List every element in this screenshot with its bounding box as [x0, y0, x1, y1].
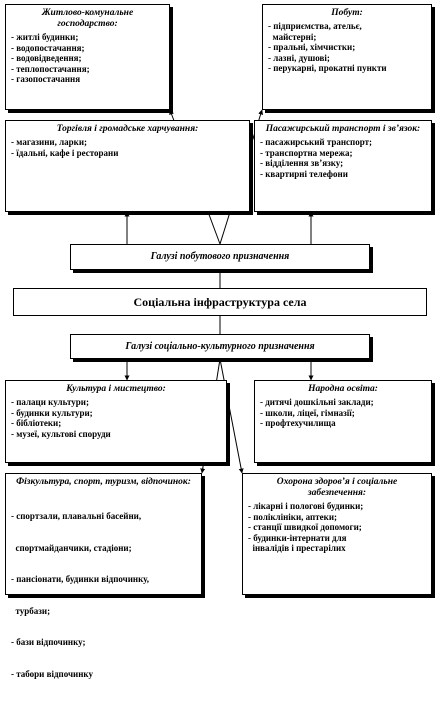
box-items: [268, 21, 426, 74]
box-items: [260, 397, 426, 429]
list-item: - перукарні, прокатні пункти: [268, 63, 387, 73]
main-title: Соціальна інфраструктура села: [13, 288, 427, 316]
list-item: - водовідведення;: [11, 53, 82, 63]
list-item: - магазини, ларки;: [11, 137, 87, 147]
box-title: Фізкультура, спорт, туризм, відпочинок:: [16, 477, 191, 487]
lower-group-label: Галузі соціально-культурного призначення: [70, 334, 370, 359]
list-item: - будинки культури;: [11, 407, 93, 418]
box-items: [248, 501, 426, 554]
box-items: [260, 137, 426, 179]
box-title: Культура і мистецтво:: [66, 384, 166, 394]
box-title: Пасажирський транспорт і зв’язок:: [265, 124, 421, 134]
list-item: - будинки-інтернати для: [248, 532, 347, 543]
box-sport: [5, 473, 202, 679]
list-item: майстерні;: [268, 31, 317, 42]
list-item: - їдальні, кафе і ресторани: [11, 147, 119, 158]
list-item: - транспортна мережа;: [260, 147, 353, 158]
list-item: турбази;: [11, 605, 51, 616]
box-title: Побут:: [331, 8, 363, 18]
list-item: - музеї, культові споруди: [11, 428, 111, 439]
box-items: [11, 137, 244, 158]
upper-group-label: Галузі побутового призначення: [70, 244, 370, 270]
box-education: [254, 380, 432, 463]
list-item: - водопостачання;: [11, 42, 85, 53]
box-items: [11, 32, 164, 85]
list-item: - поліклініки, аптеки;: [248, 511, 338, 522]
box-housing: [5, 4, 170, 110]
list-item: - лазні, душові;: [268, 52, 330, 63]
list-item: спортмайданчики, стадіони;: [11, 542, 132, 553]
box-title: Охорона здоров’я і соціальне забезпечення:: [276, 477, 398, 498]
box-items: [11, 397, 221, 439]
list-item: інвалідів і престарілих: [248, 543, 346, 553]
list-item: - теплопостачання;: [11, 63, 90, 74]
box-items: [11, 490, 196, 700]
box-title: Житлово-комунальне господарство:: [41, 8, 134, 29]
list-item: - профтехучилища: [260, 418, 336, 428]
box-health: [242, 473, 432, 595]
list-item: - бібліотеки;: [11, 418, 62, 428]
list-item: - палаци культури;: [11, 397, 89, 407]
box-services: [262, 4, 432, 110]
box-title: Народна освіта:: [308, 384, 378, 394]
list-item: - пансіонати, будинки відпочинку,: [11, 574, 150, 584]
list-item: - газопостачання: [11, 74, 81, 84]
box-transport: [254, 120, 432, 212]
list-item: - пасажирський транспорт;: [260, 137, 373, 147]
list-item: - підприємства, ательє,: [268, 21, 362, 31]
list-item: - школи, ліцеї, гімназії;: [260, 407, 355, 418]
list-item: - лікарні і пологові будинки;: [248, 501, 364, 511]
list-item: - станції швидкої допомоги;: [248, 522, 362, 532]
box-trade: [5, 120, 250, 212]
list-item: - пральні, хімчистки;: [268, 42, 356, 52]
list-item: - спортзали, плавальні басейни,: [11, 511, 142, 521]
list-item: - табори відпочинку: [11, 668, 93, 679]
list-item: - квартирні телефони: [260, 168, 348, 179]
list-item: - житлі будинки;: [11, 32, 79, 42]
list-item: - бази відпочинку;: [11, 637, 86, 647]
list-item: - дитячі дошкільні заклади;: [260, 397, 374, 407]
box-culture: [5, 380, 227, 463]
box-title: Торгівля і громадське харчування:: [56, 124, 199, 134]
list-item: - відділення зв’язку;: [260, 158, 344, 168]
